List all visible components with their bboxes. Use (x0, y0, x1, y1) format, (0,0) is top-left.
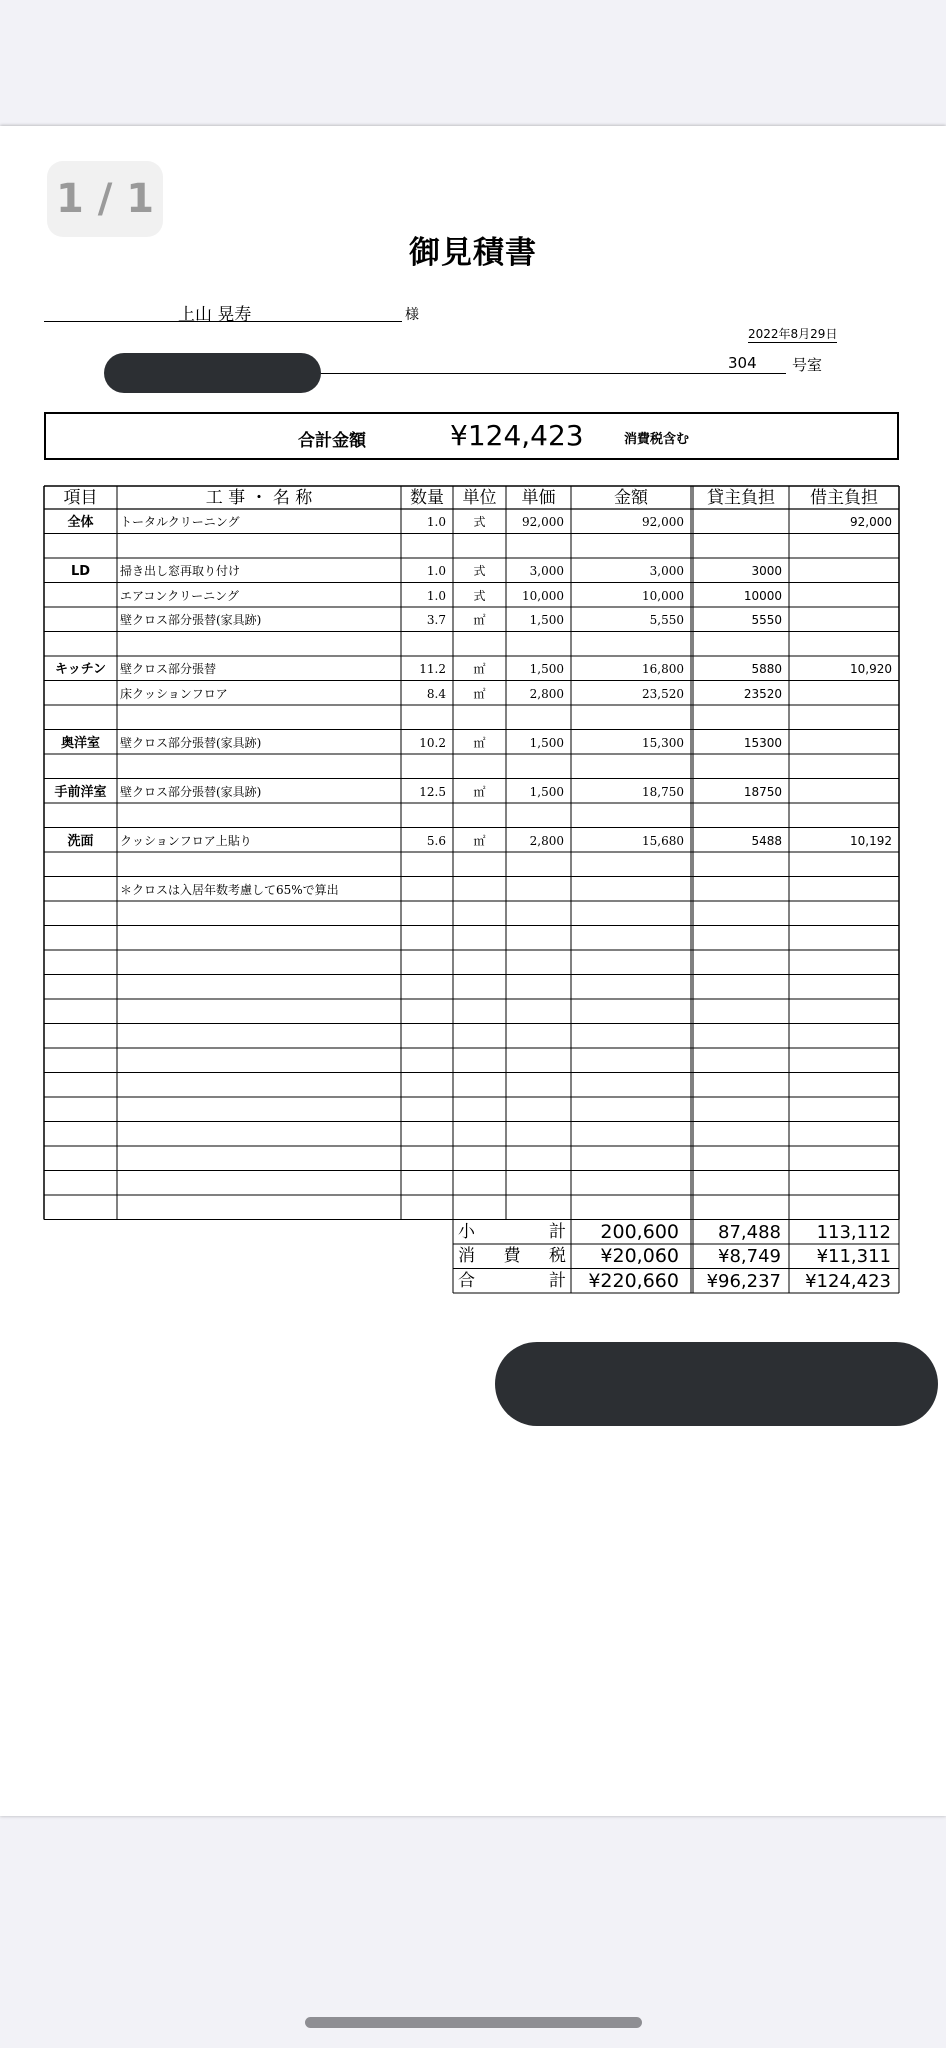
column-header: 工 事 ・ 名 称 (205, 488, 313, 508)
table-cell: 3,000 (649, 564, 684, 578)
home-indicator[interactable] (305, 2017, 642, 2028)
customer-honorific: 様 (405, 307, 419, 323)
column-header: 単価 (521, 488, 556, 508)
row-category: 奥洋室 (60, 735, 100, 751)
tax-included-note: 消費税含む (624, 432, 690, 447)
table-cell: 5,550 (649, 613, 684, 627)
table-cell: ㎡ (473, 613, 486, 627)
table-cell: クッションフロア上貼り (120, 833, 252, 848)
room-number: 304 (728, 354, 757, 372)
table-cell: 10,000 (522, 588, 564, 603)
table-cell: 2,800 (529, 686, 564, 701)
summary-landlord: ¥8,749 (718, 1246, 781, 1267)
table-cell: 壁クロス部分張替 (120, 662, 217, 676)
room-suffix: 号室 (792, 356, 823, 374)
column-header: 貸主負担 (707, 488, 775, 508)
table-cell: 壁クロス部分張替(家具跡) (120, 613, 262, 627)
summary-label-char: 計 (549, 1270, 566, 1291)
table-cell: 5.6 (426, 833, 446, 848)
table-cell: 16,800 (642, 662, 684, 676)
table-cell: 12.5 (419, 784, 446, 799)
table-cell: 1,500 (529, 613, 564, 627)
summary-label (458, 1248, 566, 1265)
summary-label-char: 合 (458, 1270, 475, 1291)
column-header: 借主負担 (810, 488, 878, 508)
table-cell: 10,192 (850, 833, 892, 848)
column-header: 金額 (614, 488, 648, 508)
customer-name: 上山 晃寿 (178, 305, 252, 325)
table-cell: ㎡ (473, 784, 486, 799)
summary-label (458, 1270, 566, 1291)
table-cell: 23,520 (642, 686, 684, 701)
table-cell: ㎡ (473, 662, 486, 676)
table-cell: 壁クロス部分張替(家具跡) (120, 735, 262, 750)
document-title: 御見積書 (409, 235, 537, 271)
table-cell: 3000 (751, 564, 782, 578)
table-cell: 8.4 (426, 686, 446, 701)
summary-label-char: 小 (458, 1221, 475, 1242)
summary-landlord: ¥96,237 (706, 1270, 781, 1292)
table-cell: 18,750 (642, 784, 684, 799)
row-category: LD (70, 564, 91, 579)
table-cell: 5880 (751, 662, 782, 676)
total-label: 合計金額 (298, 431, 366, 451)
table-cell: 15,300 (642, 735, 684, 750)
summary-label-char: 費 (503, 1246, 521, 1266)
table-cell: ＊クロスは入居年数考慮して65%で算出 (120, 882, 339, 897)
table-cell: 23520 (743, 686, 782, 701)
table-cell: 5550 (751, 613, 782, 627)
summary-amount: ¥220,660 (588, 1269, 679, 1292)
table-cell: 1.0 (426, 515, 446, 529)
table-cell: 1.0 (426, 564, 446, 578)
table-cell: 10.2 (419, 735, 446, 750)
table-cell: ㎡ (473, 686, 486, 701)
table-cell: 1,500 (529, 662, 564, 676)
table-cell: 3,000 (529, 564, 564, 578)
table-cell: ㎡ (473, 735, 486, 750)
table-cell: エアコンクリーニング (120, 588, 239, 603)
row-category: キッチン (54, 662, 107, 677)
row-category: 洗面 (67, 833, 94, 849)
table-cell: ㎡ (473, 833, 486, 848)
table-cell: 3.7 (426, 613, 446, 627)
table-cell: 1,500 (529, 784, 564, 799)
table-cell: 92,000 (522, 515, 564, 529)
summary-amount: 200,600 (600, 1220, 679, 1243)
table-cell: 式 (473, 515, 486, 529)
issue-date: 2022年8月29日 (748, 327, 838, 341)
column-header: 単位 (462, 488, 497, 508)
row-category: 全体 (67, 515, 94, 530)
table-cell: 10,920 (850, 662, 892, 676)
summary-label-char: 計 (549, 1221, 566, 1242)
summary-label (458, 1221, 566, 1242)
table-cell: 18750 (743, 784, 782, 799)
total-amount: ¥124,423 (450, 419, 584, 452)
table-cell: 1,500 (529, 735, 564, 750)
table-cell: トータルクリーニング (120, 515, 240, 529)
table-cell: 11.2 (419, 662, 446, 676)
table-cell: 10000 (743, 588, 782, 603)
table-cell: 92,000 (850, 515, 892, 529)
page-indicator: 1 / 1 (47, 161, 163, 237)
row-category: 手前洋室 (54, 784, 107, 800)
table-cell: 5488 (751, 833, 782, 848)
summary-tenant: ¥11,311 (816, 1246, 891, 1267)
summary-label-char: 消 (458, 1246, 475, 1266)
table-cell: 15,680 (642, 833, 684, 848)
summary-landlord: 87,488 (718, 1221, 781, 1243)
table-cell: 10,000 (642, 588, 684, 603)
summary-label-char: 税 (549, 1246, 566, 1266)
table-cell: 式 (473, 588, 486, 603)
table-cell: 2,800 (529, 833, 564, 848)
summary-tenant: 113,112 (816, 1221, 891, 1243)
column-header: 数量 (410, 488, 444, 508)
table-cell: 1.0 (426, 588, 446, 603)
table-cell: 92,000 (642, 515, 684, 529)
table-cell: 15300 (743, 735, 782, 750)
table-cell: 床クッションフロア (120, 686, 228, 701)
table-cell: 式 (473, 564, 486, 578)
redacted-company-stamp (495, 1342, 938, 1426)
table-cell: 壁クロス部分張替(家具跡) (120, 784, 262, 799)
summary-tenant: ¥124,423 (805, 1270, 891, 1292)
summary-amount: ¥20,060 (600, 1245, 679, 1267)
table-cell: 掃き出し窓再取り付け (120, 564, 241, 578)
column-header: 項目 (63, 488, 98, 508)
